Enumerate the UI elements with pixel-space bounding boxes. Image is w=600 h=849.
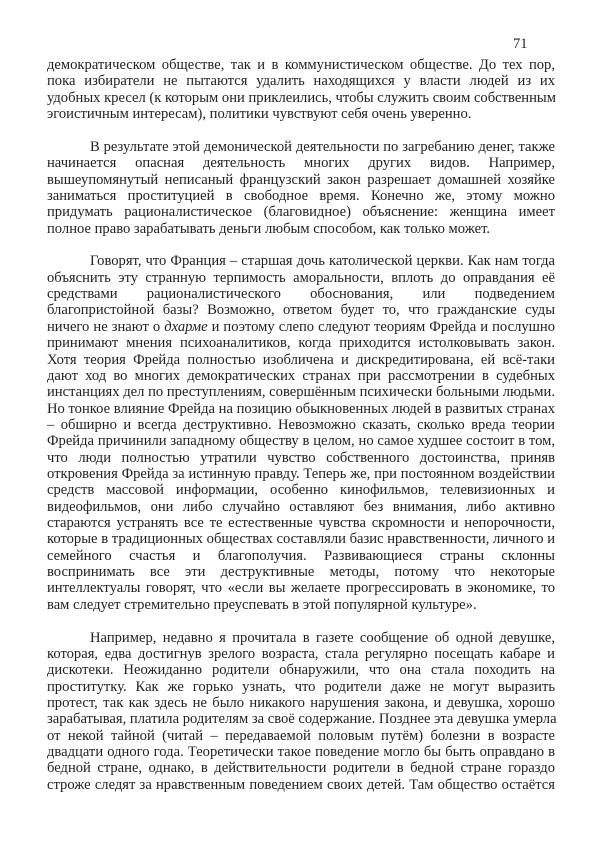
text-line: проститутку. Как же горько узнать, что родители даже не могут выразить [47, 678, 555, 695]
text-line: семейного счастья и благополучия. Развивающиеся страны склонны [47, 547, 555, 564]
text-line: дают ход во многих демократических странах при рассмотрении в судебных [47, 367, 555, 384]
text-line: заниматься проституцией в свободное время. Конечно же, этому можно [47, 187, 555, 204]
text-line: стараются устранять все те естественные чувства скромности и непорочности, [47, 514, 555, 531]
text-line: полное право зарабатывать деньги любым способом, как только может. [47, 220, 491, 237]
text-line: средств массовой информации, особенно кинофильмов, телевизионных и [47, 482, 555, 499]
page-number: 71 [513, 36, 528, 52]
text-line: двадцати одного года. Теоретически такое поведение могло бы быть оправдано в [47, 743, 555, 760]
text-line: благопристойной базы? Возможно, ответом будет то, что гражданские суды [47, 302, 555, 319]
text-line: от некой тайной (читай – передаваемой половым путём) болезни в возрасте [47, 727, 555, 744]
text-line: Говорят, что Франция – старшая дочь католической церкви. Как нам тогда [90, 253, 555, 270]
text-line: что люди полностью утратили чувство собственного достоинства, приняв [47, 449, 555, 466]
text-line: принимают мнения психоаналитиков, когда приходится истолковывать закон. [47, 335, 555, 352]
text-line: видеофильмов, они либо случайно оставляют без внимания, либо активно [47, 498, 555, 515]
text-line: которая, едва достигнув зрелого возраста, стала регулярно посещать кабаре и [47, 645, 555, 662]
text-line: вам следует стремительно преуспевать в этой популярной культуре». [47, 596, 477, 613]
text-line: начинается опасная деятельность многих других видов. Например, [47, 155, 555, 172]
text-line: бедной стране, однако, в действительности родители в бедной стране гораздо [47, 760, 555, 777]
text-segment: и поэтому слепо следуют теориям Фрейда и послушно [207, 318, 555, 335]
text-line: Но тонкое влияние Фрейда на позицию обыкновенных людей в развитых странах [47, 400, 555, 417]
text-line: протест, так как здесь не было никакого нарушения закона, и девушка, хорошо [47, 694, 555, 711]
text-segment: ничего не знают о [47, 318, 165, 335]
text-line: пока избиратели не пытаются удалить находящихся у власти людей из их [47, 73, 555, 90]
italic-term: дхарме [164, 318, 208, 335]
paragraph [47, 57, 555, 122]
text-line: Хотя теория Фрейда полностью изобличена и дискредитирована, ей всё-таки [47, 351, 555, 368]
text-line: дискотеки. Неожиданно родители обнаружили, что она стала походить на [47, 662, 555, 679]
text-line: эгоистичным интересам), политики чувствуют себя очень уверенно. [47, 106, 472, 123]
text-line: демократическом обществе, так и в коммунистическом обществе. До тех пор, [47, 57, 555, 73]
text-line: интеллектуалы говорят, что «если вы желаете прогрессировать в экономике, то [47, 580, 555, 597]
paragraph [47, 139, 555, 237]
text-line [47, 319, 555, 335]
text-line: зарабатывая, платила родителям за своё содержание. Позднее эта девушка умерла [47, 711, 557, 728]
paragraph [47, 630, 555, 793]
text-line: вышеупомянутый неписаный французский закон разрешает домашней хозяйке [47, 171, 555, 188]
text-line: средствами рационалистического обоснования, или подведением [47, 286, 555, 303]
text-line: объяснить эту странную терпимость аморальности, вплоть до оправдания её [47, 269, 555, 286]
text-line: придумать рационалистическое (благовидное) объяснение: женщина имеет [47, 204, 555, 221]
text-line: воспринимать все эти деструктивные методы, потому что некоторые [47, 563, 555, 580]
text-line: Фрейда причинили западному обществу в целом, но самое худшее состоит в том, [47, 433, 555, 450]
text-line: В результате этой демонической деятельности по загребанию денег, также [90, 138, 555, 155]
text-line: строже следят за нравственным поведением своих детей. Там общество остаётся [47, 776, 555, 793]
paragraph [47, 253, 555, 613]
text-line: которые в традиционных обществах составляли базис нравственности, личного и [47, 531, 555, 548]
text-line: Например, недавно я прочитала в газете сообщение об одной девушке, [90, 629, 555, 646]
document-body [47, 57, 555, 809]
text-line: удобных кресел (к которым они приклеились, чтобы служить своим собственным [47, 89, 556, 106]
text-line: – обширно и всегда деструктивно. Невозможно сказать, сколько вреда теории [47, 416, 555, 433]
text-line: инстанциях дел по преступлениям, совершённым психически больными людьми. [47, 384, 555, 401]
text-line: откровения Фрейда за истинную правду. Теперь же, при постоянном воздействии [47, 465, 555, 482]
